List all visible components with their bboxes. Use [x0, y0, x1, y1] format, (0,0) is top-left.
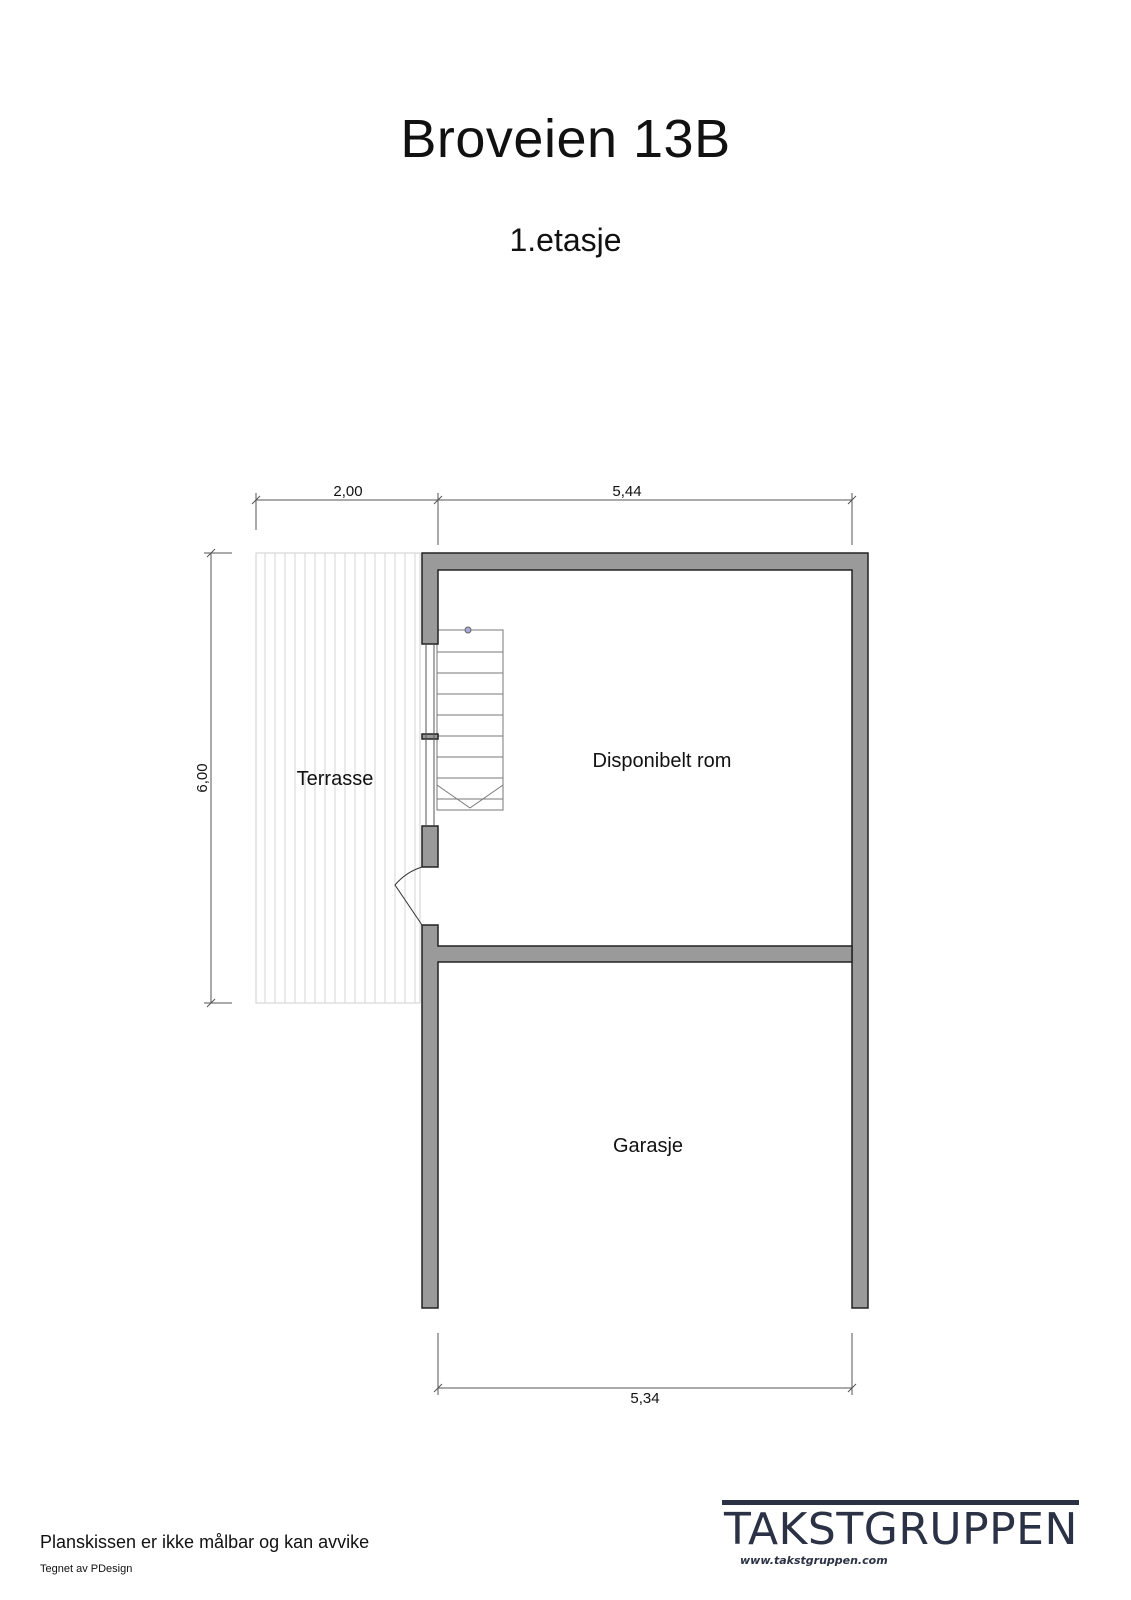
- door-swing: [395, 867, 422, 925]
- page-title: Broveien 13B: [400, 109, 731, 169]
- floor-label: 1.etasje: [509, 222, 622, 258]
- wall-upper-window-pier: [422, 734, 438, 739]
- credit-text: Tegnet av PDesign: [40, 1563, 133, 1575]
- room-label-garage: Garasje: [612, 1135, 684, 1157]
- logo-name: TAKSTGRUPPEN: [724, 1504, 1078, 1555]
- wall-left-segment: [422, 826, 438, 867]
- dimension-lines: [204, 493, 856, 1395]
- staircase: [437, 627, 503, 810]
- disclaimer-text: Planskissen er ikke målbar og kan avvike: [40, 1532, 370, 1552]
- dimension-left-side: 6,00: [194, 763, 211, 793]
- wall-left-lower: [422, 925, 852, 1308]
- outer-wall-top-right: [422, 553, 868, 1308]
- walls: [422, 553, 868, 1308]
- room-label-storage: Disponibelt rom: [592, 750, 732, 772]
- logo-url: www.takstgruppen.com: [740, 1554, 888, 1567]
- dimension-top-right: 5,44: [612, 483, 642, 500]
- room-label-terrace: Terrasse: [296, 768, 374, 790]
- takstgruppen-logo: [722, 1500, 1082, 1572]
- dimension-top-left: 2,00: [333, 483, 363, 500]
- dimension-bottom: 5,34: [630, 1390, 660, 1407]
